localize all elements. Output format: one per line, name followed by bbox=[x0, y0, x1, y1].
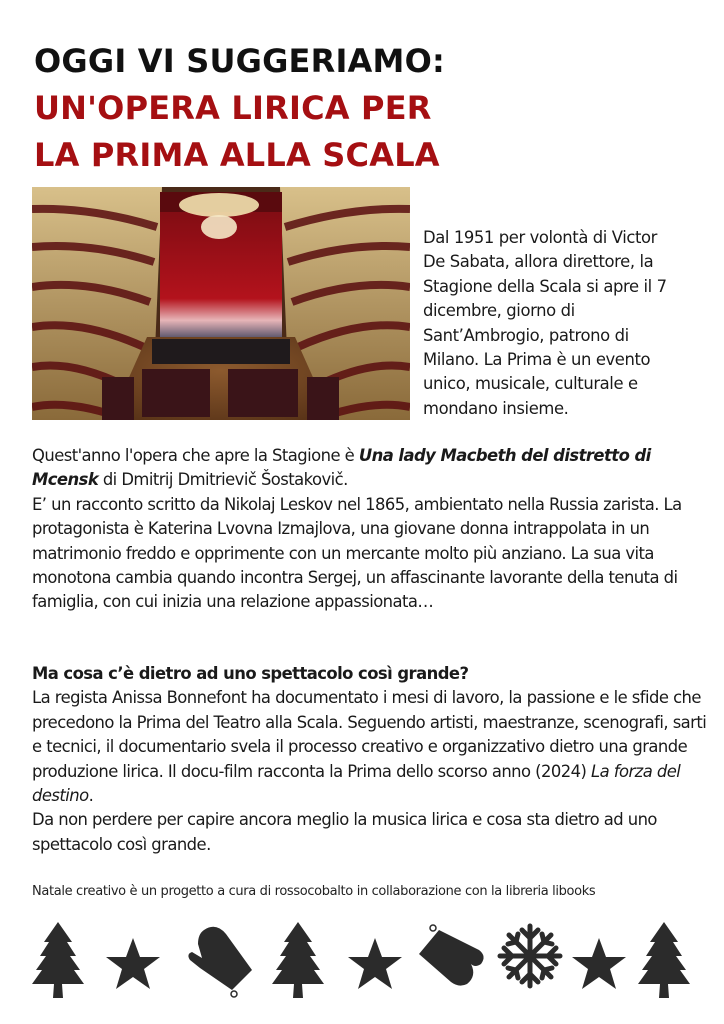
intro-line: Dal 1951 per volontà di Victor bbox=[423, 228, 657, 247]
headline-line-1: OGGI VI SUGGERIAMO: bbox=[34, 42, 445, 80]
documentary-closing: Da non perdere per capire ancora meglio la musica lirica e cosa sta dietro ad uno spettacolo così grande. bbox=[32, 810, 657, 854]
intro-line: Milano. La Prima è un evento bbox=[423, 350, 651, 370]
documentary-paragraph bbox=[32, 662, 712, 857]
headline-line-3: LA PRIMA ALLA SCALA bbox=[34, 136, 440, 174]
opera-intro-text: Quest'anno l'opera che apre la Stagione è bbox=[32, 446, 359, 465]
intro-line: mondano insieme. bbox=[423, 398, 569, 418]
documentary-body-end: . bbox=[88, 786, 94, 806]
intro-line: Stagione della Scala si apre il 7 bbox=[423, 276, 667, 296]
tree-icon bbox=[270, 918, 326, 1002]
teatro-alla-scala-photo bbox=[32, 187, 410, 420]
intro-line: De Sabata, allora direttore, la bbox=[423, 252, 654, 272]
documentary-body: La regista Anissa Bonnefont ha documentato i mesi di lavoro, la passione e le sfide che precedono la Prima del Teatro alla Scala. Seguendo artisti, maestranze, scenografi, sarti e tecnici, il documentario svela il processo creativo e organizzativo dietro una grande produzione lirica. Il docu-film racconta la Prima dello scorso anno (2024) bbox=[32, 688, 707, 781]
christmas-icon-row bbox=[30, 918, 700, 1008]
documentary-film-title: La forza del destino bbox=[32, 761, 681, 806]
star-icon bbox=[104, 936, 162, 992]
intro-line: unico, musicale, culturale e bbox=[423, 374, 638, 394]
intro-line: dicembre, giorno di bbox=[423, 301, 575, 321]
opera-synopsis: E’ un racconto scritto da Nikolaj Leskov nel 1865, ambientato nella Russia zarista. La protagonista è Katerina Lvovna Izmajlova, una giovane donna intrappolata in un matrimonio freddo e opprimente con un mercante molto più anziano. La sua vita monotona cambia quando incontra Sergej, un affascinante lavorante della tenuta di famiglia, con cui inizia una relazione appassionata… bbox=[32, 494, 682, 612]
tree-icon bbox=[30, 918, 86, 1002]
opera-paragraph bbox=[32, 444, 712, 615]
headline-line-2: UN'OPERA LIRICA PER bbox=[34, 89, 432, 127]
tree-icon bbox=[636, 918, 692, 1002]
snowflake-icon bbox=[496, 922, 564, 990]
oven-mitt-icon bbox=[415, 924, 487, 988]
opera-composer: di Dmitrij Dmitrievič Šostakovič. bbox=[98, 470, 348, 490]
intro-paragraph bbox=[423, 226, 713, 421]
opera-title: Una lady Macbeth del distretto di Mcensk bbox=[32, 446, 651, 490]
star-icon bbox=[570, 936, 628, 992]
footer-credit: Natale creativo è un progetto a cura di rossocobalto in collaborazione con la libreria libooks bbox=[32, 884, 596, 899]
star-icon bbox=[346, 936, 404, 992]
intro-line: Sant’Ambrogio, patrono di bbox=[423, 325, 629, 345]
oven-mitt-icon bbox=[186, 924, 256, 1002]
documentary-heading: Ma cosa c’è dietro ad uno spettacolo così grande? bbox=[32, 664, 469, 683]
